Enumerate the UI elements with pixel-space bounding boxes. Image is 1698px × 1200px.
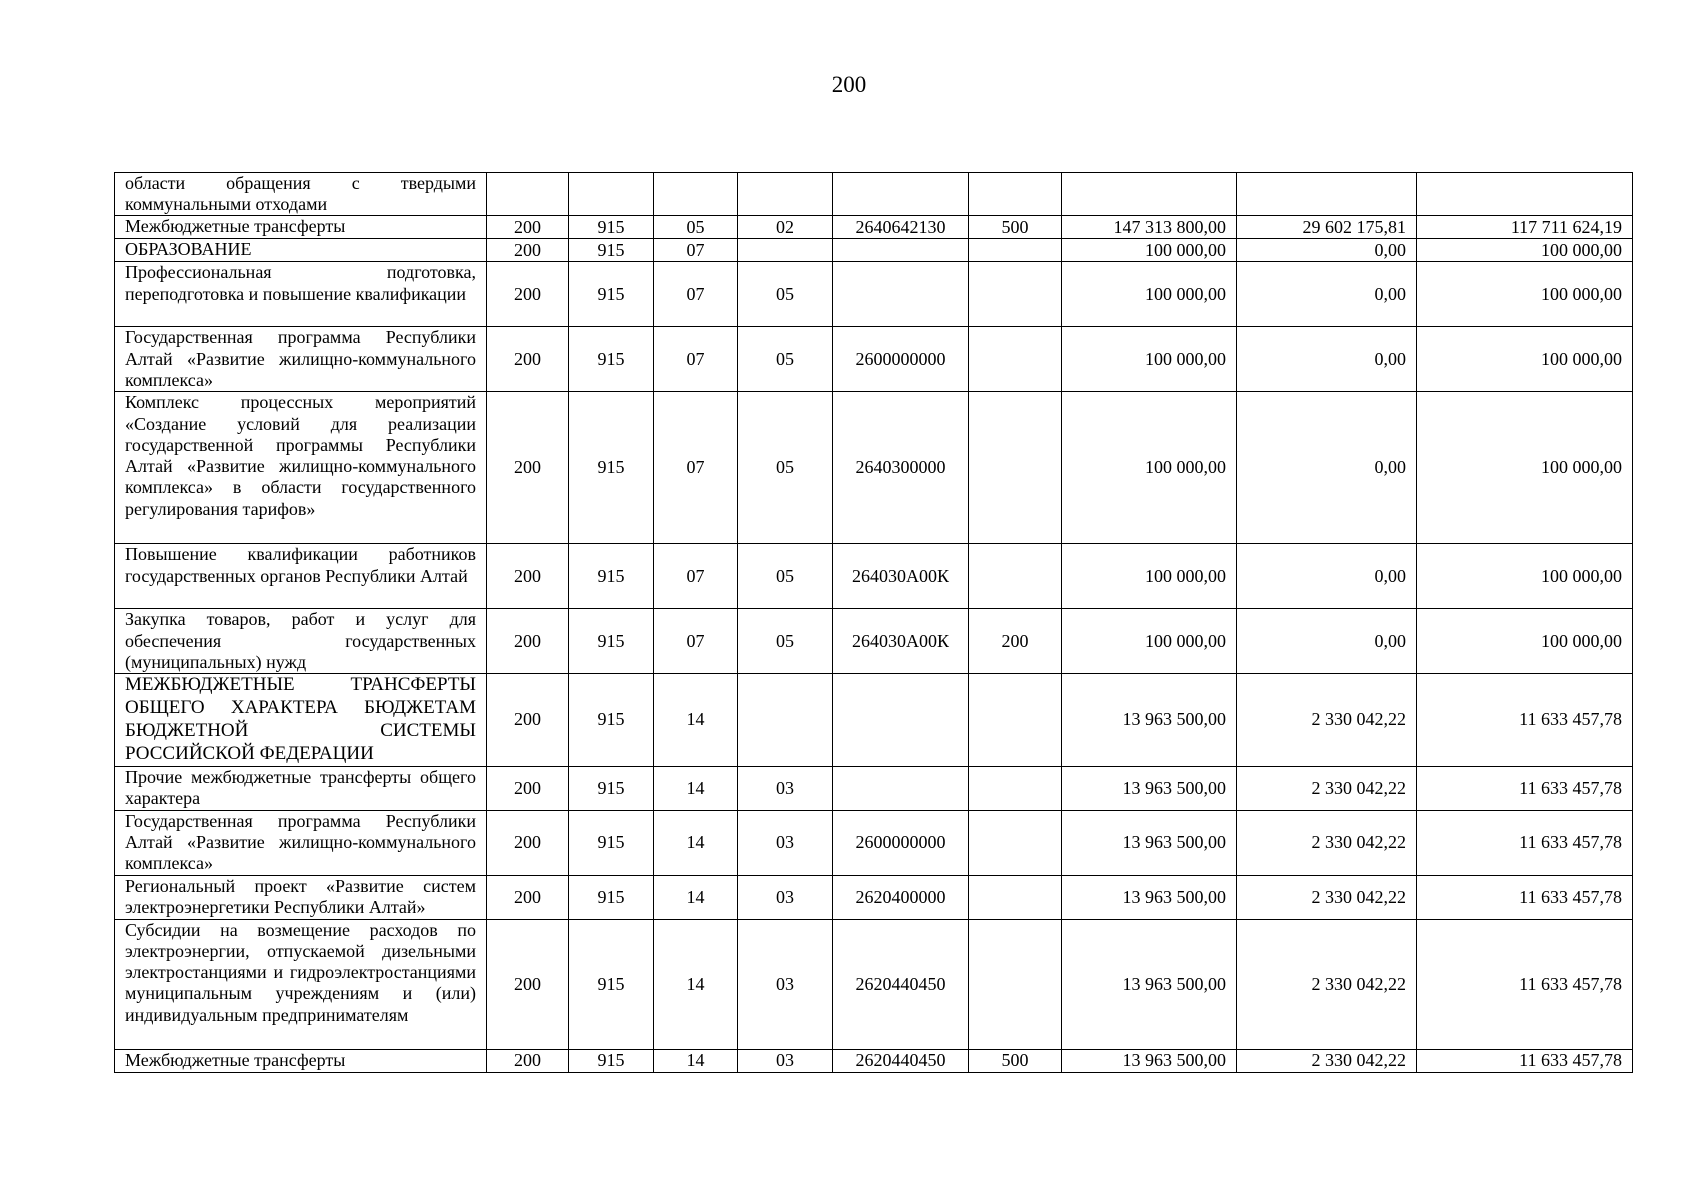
cell-name: Закупка товаров, работ и услуг для обеспечения государственных (муниципальных) нужд — [115, 609, 487, 674]
cell-expense-type — [969, 810, 1062, 875]
cell-section: 14 — [654, 674, 738, 766]
cell-ministry-code: 915 — [569, 327, 654, 392]
cell-expense-type: 500 — [969, 216, 1062, 239]
cell-section — [654, 173, 738, 216]
cell-executed-amount: 29 602 175,81 — [1237, 216, 1417, 239]
cell-target-article — [833, 262, 969, 327]
table-row — [115, 875, 1633, 919]
cell-executed-amount: 2 330 042,22 — [1237, 875, 1417, 919]
cell-approved-amount: 13 963 500,00 — [1062, 810, 1237, 875]
cell-subsection: 03 — [738, 875, 833, 919]
cell-name: МЕЖБЮДЖЕТНЫЕ ТРАНСФЕРТЫ ОБЩЕГО ХАРАКТЕРА БЮДЖЕТАМ БЮДЖЕТНОЙ СИСТЕМЫ РОССИЙСКОЙ ФЕДЕРАЦИИ — [115, 674, 487, 766]
cell-expense-type: 200 — [969, 609, 1062, 674]
cell-target-article: 2600000000 — [833, 327, 969, 392]
cell-section: 07 — [654, 327, 738, 392]
cell-target-article: 264030А00К — [833, 544, 969, 609]
cell-target-article: 2620440450 — [833, 919, 969, 1049]
cell-admin-code: 200 — [487, 875, 569, 919]
cell-remaining-amount: 117 711 624,19 — [1417, 216, 1633, 239]
cell-approved-amount — [1062, 173, 1237, 216]
cell-remaining-amount: 100 000,00 — [1417, 239, 1633, 262]
cell-name: Профессиональная подготовка, переподготовка и повышение квалификации — [115, 262, 487, 327]
cell-name: Государственная программа Республики Алтай «Развитие жилищно-коммунального комплекса» — [115, 327, 487, 392]
table-row — [115, 392, 1633, 544]
cell-name: ОБРАЗОВАНИЕ — [115, 239, 487, 262]
cell-executed-amount: 0,00 — [1237, 609, 1417, 674]
cell-approved-amount: 13 963 500,00 — [1062, 1049, 1237, 1072]
cell-ministry-code: 915 — [569, 609, 654, 674]
cell-ministry-code: 915 — [569, 544, 654, 609]
cell-admin-code: 200 — [487, 810, 569, 875]
cell-approved-amount: 100 000,00 — [1062, 239, 1237, 262]
cell-name: Региональный проект «Развитие систем электроэнергетики Республики Алтай» — [115, 875, 487, 919]
cell-expense-type — [969, 239, 1062, 262]
cell-ministry-code: 915 — [569, 1049, 654, 1072]
table-row — [115, 609, 1633, 674]
cell-remaining-amount: 100 000,00 — [1417, 609, 1633, 674]
cell-target-article: 264030А00К — [833, 609, 969, 674]
cell-expense-type — [969, 327, 1062, 392]
cell-section: 05 — [654, 216, 738, 239]
cell-executed-amount: 2 330 042,22 — [1237, 810, 1417, 875]
page-number: 200 — [831, 72, 867, 97]
cell-subsection: 03 — [738, 919, 833, 1049]
cell-expense-type — [969, 766, 1062, 810]
cell-section: 07 — [654, 239, 738, 262]
cell-ministry-code: 915 — [569, 875, 654, 919]
cell-ministry-code: 915 — [569, 392, 654, 544]
cell-expense-type — [969, 392, 1062, 544]
cell-expense-type: 500 — [969, 1049, 1062, 1072]
cell-admin-code: 200 — [487, 239, 569, 262]
cell-subsection: 05 — [738, 544, 833, 609]
cell-name: Государственная программа Республики Алтай «Развитие жилищно-коммунального комплекса» — [115, 810, 487, 875]
cell-section: 14 — [654, 875, 738, 919]
cell-approved-amount: 147 313 800,00 — [1062, 216, 1237, 239]
cell-subsection — [738, 674, 833, 766]
cell-remaining-amount — [1417, 173, 1633, 216]
table-row — [115, 766, 1633, 810]
table-row — [115, 239, 1633, 262]
cell-ministry-code — [569, 173, 654, 216]
cell-name: области обращения с твердыми коммунальными отходами — [115, 173, 487, 216]
cell-approved-amount: 13 963 500,00 — [1062, 674, 1237, 766]
table-row — [115, 327, 1633, 392]
table-row — [115, 262, 1633, 327]
cell-admin-code — [487, 173, 569, 216]
cell-ministry-code: 915 — [569, 766, 654, 810]
cell-approved-amount: 100 000,00 — [1062, 327, 1237, 392]
table-row — [115, 919, 1633, 1049]
cell-executed-amount: 0,00 — [1237, 392, 1417, 544]
table-row — [115, 173, 1633, 216]
cell-expense-type — [969, 544, 1062, 609]
cell-ministry-code: 915 — [569, 810, 654, 875]
cell-section: 07 — [654, 609, 738, 674]
cell-executed-amount: 2 330 042,22 — [1237, 919, 1417, 1049]
cell-executed-amount: 0,00 — [1237, 327, 1417, 392]
cell-subsection: 05 — [738, 262, 833, 327]
cell-admin-code: 200 — [487, 674, 569, 766]
cell-executed-amount: 0,00 — [1237, 544, 1417, 609]
cell-remaining-amount: 11 633 457,78 — [1417, 766, 1633, 810]
cell-remaining-amount: 11 633 457,78 — [1417, 919, 1633, 1049]
cell-admin-code: 200 — [487, 216, 569, 239]
cell-ministry-code: 915 — [569, 674, 654, 766]
cell-name: Субсидии на возмещение расходов по электроэнергии, отпускаемой дизельными электростанциями и гидроэлектростанциями муниципальным учреждениям и (или) индивидуальным предпринимателям — [115, 919, 487, 1049]
cell-target-article — [833, 766, 969, 810]
cell-subsection: 02 — [738, 216, 833, 239]
cell-section: 14 — [654, 766, 738, 810]
cell-name: Межбюджетные трансферты — [115, 1049, 487, 1072]
cell-admin-code: 200 — [487, 262, 569, 327]
cell-admin-code: 200 — [487, 766, 569, 810]
cell-approved-amount: 100 000,00 — [1062, 544, 1237, 609]
cell-target-article: 2620440450 — [833, 1049, 969, 1072]
cell-target-article — [833, 239, 969, 262]
cell-executed-amount: 2 330 042,22 — [1237, 766, 1417, 810]
cell-target-article: 2600000000 — [833, 810, 969, 875]
cell-section: 14 — [654, 810, 738, 875]
cell-ministry-code: 915 — [569, 239, 654, 262]
cell-subsection: 05 — [738, 392, 833, 544]
cell-approved-amount: 13 963 500,00 — [1062, 875, 1237, 919]
cell-expense-type — [969, 262, 1062, 327]
cell-target-article: 2640300000 — [833, 392, 969, 544]
cell-target-article: 2620400000 — [833, 875, 969, 919]
table-row — [115, 216, 1633, 239]
cell-remaining-amount: 11 633 457,78 — [1417, 810, 1633, 875]
cell-ministry-code: 915 — [569, 919, 654, 1049]
cell-section: 14 — [654, 1049, 738, 1072]
cell-target-article: 2640642130 — [833, 216, 969, 239]
cell-subsection — [738, 239, 833, 262]
cell-subsection: 03 — [738, 1049, 833, 1072]
cell-remaining-amount: 100 000,00 — [1417, 544, 1633, 609]
cell-admin-code: 200 — [487, 1049, 569, 1072]
cell-expense-type — [969, 674, 1062, 766]
cell-ministry-code: 915 — [569, 262, 654, 327]
cell-name: Прочие межбюджетные трансферты общего характера — [115, 766, 487, 810]
cell-section: 07 — [654, 392, 738, 544]
cell-admin-code: 200 — [487, 392, 569, 544]
cell-remaining-amount: 100 000,00 — [1417, 327, 1633, 392]
table-row — [115, 674, 1633, 766]
cell-name: Межбюджетные трансферты — [115, 216, 487, 239]
table-row — [115, 544, 1633, 609]
cell-remaining-amount: 100 000,00 — [1417, 262, 1633, 327]
cell-approved-amount: 100 000,00 — [1062, 609, 1237, 674]
cell-admin-code: 200 — [487, 544, 569, 609]
cell-admin-code: 200 — [487, 919, 569, 1049]
cell-subsection — [738, 173, 833, 216]
table-row — [115, 1049, 1633, 1072]
cell-remaining-amount: 11 633 457,78 — [1417, 674, 1633, 766]
cell-approved-amount: 100 000,00 — [1062, 262, 1237, 327]
budget-table — [114, 172, 1633, 1073]
cell-approved-amount: 13 963 500,00 — [1062, 919, 1237, 1049]
cell-name: Комплекс процессных мероприятий «Создание условий для реализации государственной программы Республики Алтай «Развитие жилищно-коммунального комплекса» в области государственного регулирования тарифов» — [115, 392, 487, 544]
cell-subsection: 03 — [738, 766, 833, 810]
cell-section: 07 — [654, 544, 738, 609]
cell-target-article — [833, 173, 969, 216]
cell-expense-type — [969, 875, 1062, 919]
cell-name: Повышение квалификации работников государственных органов Республики Алтай — [115, 544, 487, 609]
cell-subsection: 05 — [738, 609, 833, 674]
cell-executed-amount: 2 330 042,22 — [1237, 674, 1417, 766]
cell-remaining-amount: 11 633 457,78 — [1417, 875, 1633, 919]
cell-subsection: 03 — [738, 810, 833, 875]
cell-remaining-amount: 100 000,00 — [1417, 392, 1633, 544]
cell-ministry-code: 915 — [569, 216, 654, 239]
cell-executed-amount: 2 330 042,22 — [1237, 1049, 1417, 1072]
cell-subsection: 05 — [738, 327, 833, 392]
cell-approved-amount: 13 963 500,00 — [1062, 766, 1237, 810]
cell-expense-type — [969, 173, 1062, 216]
cell-admin-code: 200 — [487, 327, 569, 392]
cell-executed-amount: 0,00 — [1237, 239, 1417, 262]
cell-executed-amount: 0,00 — [1237, 262, 1417, 327]
cell-remaining-amount: 11 633 457,78 — [1417, 1049, 1633, 1072]
cell-section: 07 — [654, 262, 738, 327]
cell-approved-amount: 100 000,00 — [1062, 392, 1237, 544]
cell-admin-code: 200 — [487, 609, 569, 674]
table-body — [115, 173, 1633, 1073]
table-row — [115, 810, 1633, 875]
cell-section: 14 — [654, 919, 738, 1049]
cell-executed-amount — [1237, 173, 1417, 216]
cell-expense-type — [969, 919, 1062, 1049]
cell-target-article — [833, 674, 969, 766]
